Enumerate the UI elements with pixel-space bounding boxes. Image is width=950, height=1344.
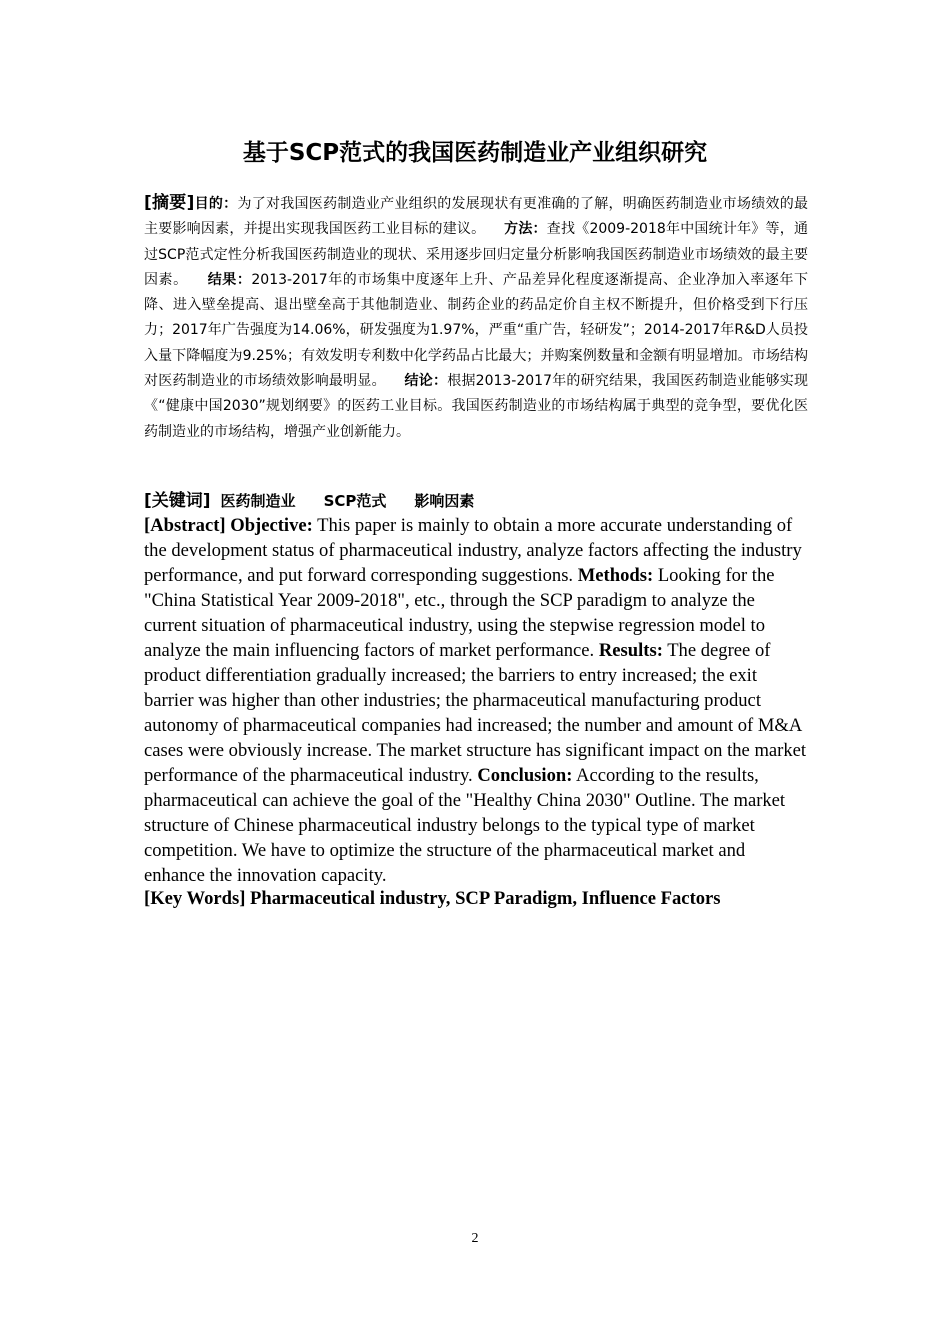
chinese-conclusion-label: 结论：	[404, 373, 448, 390]
chinese-keyword: 医药制造业	[220, 492, 296, 510]
chinese-keyword: 影响因素	[414, 492, 475, 510]
chinese-methods-label: 方法：	[504, 221, 547, 238]
chinese-methods-text: 查找《2009-2018年中国统计年》等，通过SCP范式定性分析我国医药制造业的现状、采用逐步回归定量分析影响我国医药制造业市场绩效的最主要因素。	[144, 221, 809, 288]
english-abstract-tag: [Abstract]	[144, 515, 226, 536]
page-number: 2	[471, 1231, 479, 1246]
english-objective-label: Objective:	[230, 515, 313, 536]
chinese-abstract-tag: [摘要]	[144, 193, 195, 213]
chinese-abstract	[144, 191, 808, 445]
chinese-keywords	[144, 489, 808, 513]
english-methods-label: Methods:	[577, 565, 654, 586]
chinese-objective-label: 目的：	[194, 196, 238, 212]
english-results-label: Results:	[598, 640, 663, 661]
english-conclusion-label: Conclusion:	[477, 765, 573, 786]
english-results-text: The degree of product differentiation gradually increased; the barriers to entry increased; the exit barrier was higher than other industries; the pharmaceutical manufacturing product autonomy of pharmaceutical companies had increased; the number and amount of M&A cases were obviously increase. The market structure has significant impact on the market performance of the pharmaceutical industry.	[144, 640, 807, 786]
english-methods-text: Looking for the "China Statistical Year 2009-2018", etc., through the SCP paradigm to analyze the current situation of pharmaceutical industry, using the stepwise regression model to analyze the main influencing factors of market performance.	[144, 565, 775, 661]
chinese-results-text: 2013-2017年的市场集中度逐年上升、产品差异化程度逐渐提高、企业净加入率逐年下降、进入壁垒提高、退出壁垒高于其他制造业、制药企业的药品定价自主权不断提升，但价格受到下行压力；2017年广告强度为14.06%，研发强度为1.97%，严重“重广告，轻研发”；2014-2017年R&D人员投入量下降幅度为9.25%；有效发明专利数中化学药品占比最大；并购案例数量和金额有明显增加。市场结构对医药制造业的市场绩效影响最明显。	[144, 271, 809, 390]
chinese-keywords-tag: [关键词]	[144, 491, 211, 511]
chinese-objective-text: 为了对我国医药制造业产业组织的发展现状有更准确的了解，明确医药制造业市场绩效的最主要影响因素，并提出实现我国医药工业目标的建议。	[144, 196, 809, 238]
english-objective-text: This paper is mainly to obtain a more accurate understanding of the development status of pharmaceutical industry, analyze factors affecting the industry performance, and put forward corresponding suggestions.	[144, 515, 802, 586]
english-keywords: [Key Words] Pharmaceutical industry, SCP Paradigm, Influence Factors	[144, 888, 721, 909]
english-abstract	[144, 513, 808, 888]
chinese-keyword: SCP范式	[323, 492, 387, 510]
paper-title: 基于SCP范式的我国医药制造业产业组织研究	[242, 140, 708, 166]
chinese-results-label: 结果：	[207, 271, 252, 288]
chinese-conclusion-text: 根据2013-2017年的研究结果，我国医药制造业能够实现《“健康中国2030”规划纲要》的医药工业目标。我国医药制造业的市场结构属于典型的竞争型，要优化医药制造业的市场结构，增强产业创新能力。	[144, 373, 809, 440]
english-conclusion-text: According to the results, pharmaceutical can achieve the goal of the "Healthy China 2030" Outline. The market structure of Chinese pharmaceutical industry belongs to the typical type of market competition. We have to optimize the structure of the pharmaceutical market and enhance the innovation capacity.	[144, 765, 786, 886]
